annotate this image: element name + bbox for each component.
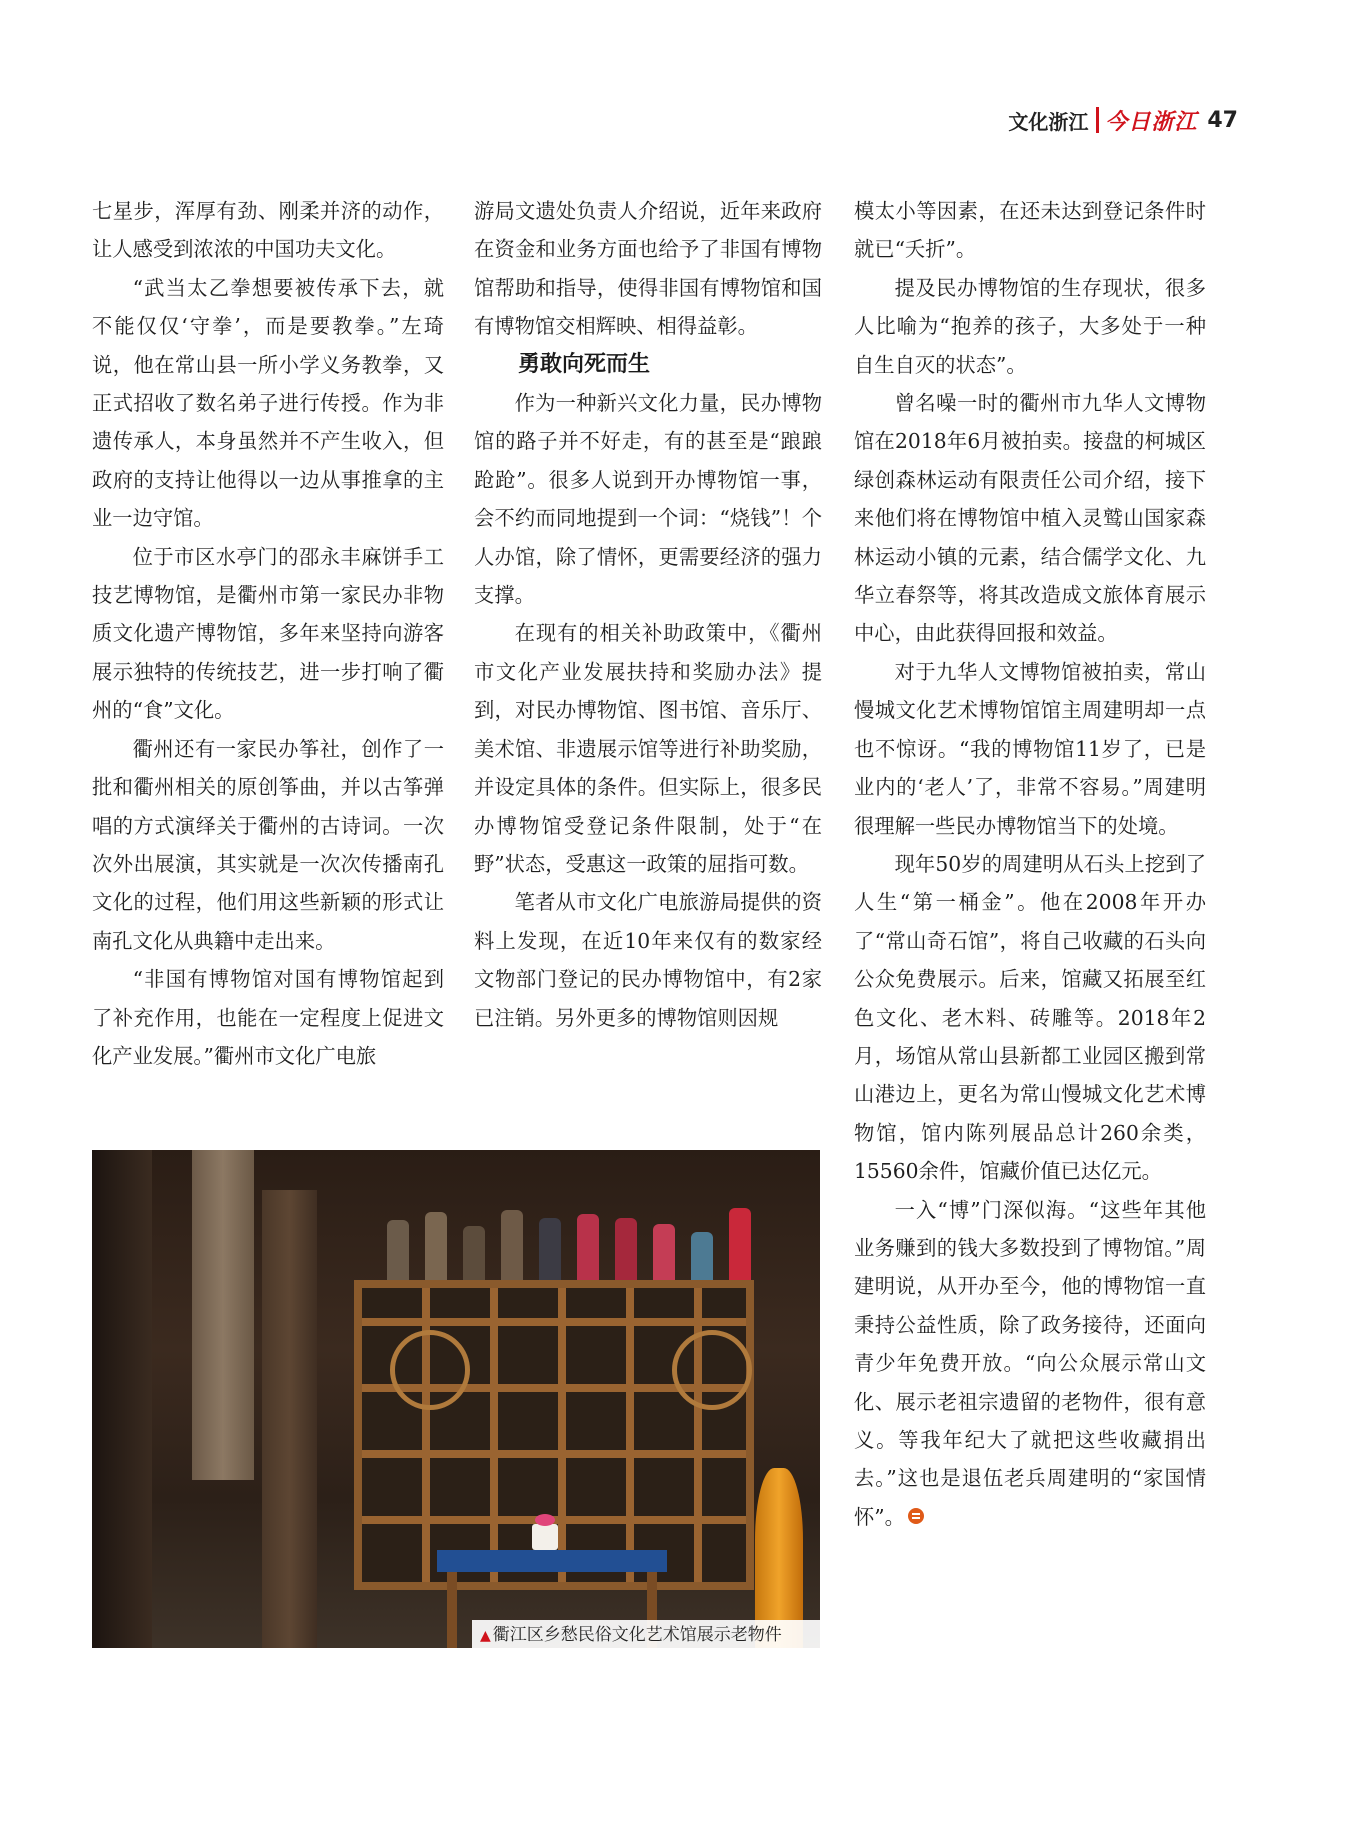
end-mark-icon — [908, 1508, 924, 1524]
paragraph: 作为一种新兴文化力量，民办博物馆的路子并不好走，有的甚至是“踉踉跄跄”。很多人说到开办博物馆一事，会不约而同地提到一个词：“烧钱”！个人办馆，除了情怀，更需要经济的强力支撑。 — [474, 391, 822, 608]
section-heading: 勇敢向死而生 — [518, 351, 651, 377]
cabinet-round-window — [672, 1330, 752, 1410]
paragraph: 游局文遗处负责人介绍说，近年来政府在资金和业务方面也给予了非国有博物馆帮助和指导，使得非国有博物馆和国有博物馆交相辉映、相得益彰。 — [474, 199, 822, 339]
paragraph: “武当太乙拳想要被传承下去，就不能仅仅‘守拳’，而是要教拳。”左琦说，他在常山县一所小学义务教拳，又正式招收了数名弟子进行传授。作为非遗传承人，本身虽然并不产生收入，但政府的支持让他得以一边从事推拿的主业一边守馆。 — [92, 275, 444, 531]
photo-caption — [472, 1620, 820, 1650]
page-number: 47 — [1207, 107, 1238, 133]
header-divider — [1096, 107, 1099, 133]
paragraph: 提及民办博物馆的生存现状，很多人比喻为“抱养的孩子，大多处于一种自生自灭的状态”。 — [854, 275, 1206, 377]
paragraph: 衢州还有一家民办筝社，创作了一批和衢州相关的原创筝曲，并以古筝弹唱的方式演绎关于衢州的古诗词。一次次外出展演，其实就是一次次传播南孔文化的过程，他们用这些新颖的形式让南孔文化从典籍中走出来。 — [92, 736, 444, 953]
paragraph: 在现有的相关补助政策中，《衢州市文化产业发展扶持和奖励办法》提到，对民办博物馆、图书馆、音乐厅、美术馆、非遗展示馆等进行补助奖励，并设定具体的条件。但实际上，很多民办博物馆受登记条件限制，处于“在野”状态，受惠这一政策的屈指可数。 — [474, 621, 822, 876]
column-2 — [474, 192, 822, 1037]
caption-text: 衢江区乡愁民俗文化艺术馆展示老物件 — [492, 1625, 782, 1645]
wood-pillar — [262, 1190, 317, 1648]
wooden-sign — [192, 1150, 254, 1480]
paragraph: 曾名噪一时的衢州市九华人文博物馆在2018年6月被拍卖。接盘的柯城区绿创森林运动有限责任公司介绍，接下来他们将在博物馆中植入灵鹫山国家森林运动小镇的元素，结合儒学文化、九华立春祭等，将其改造成文旅体育展示中心，由此获得回报和效益。 — [854, 391, 1206, 646]
paragraph: 笔者从市文化广电旅游局提供的资料上发现，在近10年来仅有的数家经文物部门登记的民办博物馆中，有2家已注销。另外更多的博物馆则因规 — [474, 890, 822, 1030]
thermos-bottles — [387, 1200, 820, 1290]
column-1 — [92, 192, 444, 1075]
paragraph: 模太小等因素，在还未达到登记条件时就已“夭折”。 — [854, 199, 1206, 262]
paragraph-text: 一入“博”门深似海。“这些年其他业务赚到的钱大多数投到了博物馆。”周建明说，从开办至今，他的博物馆一直秉持公益性质，除了政务接待，还面向青少年免费开放。“向公众展示常山文化、展示老祖宗遗留的老物件，很有意义。等我年纪大了就把这些收藏捐出去。”这也是退伍老兵周建明的“家国情怀”。 — [854, 1197, 1206, 1529]
triangle-icon: ▲ — [480, 1628, 491, 1644]
column-3 — [854, 192, 1206, 1536]
paragraph: 七星步，浑厚有劲、刚柔并济的动作，让人感受到浓浓的中国功夫文化。 — [92, 199, 444, 262]
cabinet-round-window — [390, 1330, 470, 1410]
paragraph: “非国有博物馆对国有博物馆起到了补充作用，也能在一定程度上促进文化产业发展。”衢州市文化广电旅 — [92, 967, 444, 1068]
paragraph: 对于九华人文博物馆被拍卖，常山慢城文化艺术博物馆馆主周建明却一点也不惊讶。“我的博物馆11岁了，已是业内的‘老人’了，非常不容易。”周建明很理解一些民办博物馆当下的处境。 — [854, 659, 1206, 838]
page-header — [1008, 100, 1238, 140]
museum-photo — [92, 1150, 820, 1648]
wood-pillar — [92, 1150, 152, 1648]
paragraph: 位于市区水亭门的邵永丰麻饼手工技艺博物馆，是衢州市第一家民办非物质文化遗产博物馆，多年来坚持向游客展示独特的传统技艺，进一步打响了衢州的“食”文化。 — [92, 544, 444, 723]
paragraph: 现年50岁的周建明从石头上挖到了人生“第一桶金”。他在2008年开办了“常山奇石馆”，将自己收藏的石头向公众免费展示。后来，馆藏又拓展至红色文化、老木料、砖雕等。2018年2月，场馆从常山县新都工业园区搬到常山港边上，更名为常山慢城文化艺术博物馆，馆内陈列展品总计260余类，15560余件，馆藏价值已达亿元。 — [854, 851, 1206, 1184]
blue-table — [437, 1550, 667, 1572]
magazine-logo: 今日浙江 — [1105, 108, 1198, 135]
paragraph-last — [854, 1191, 1206, 1537]
section-title: 文化浙江 — [1008, 109, 1089, 134]
flower-pot — [532, 1524, 558, 1550]
